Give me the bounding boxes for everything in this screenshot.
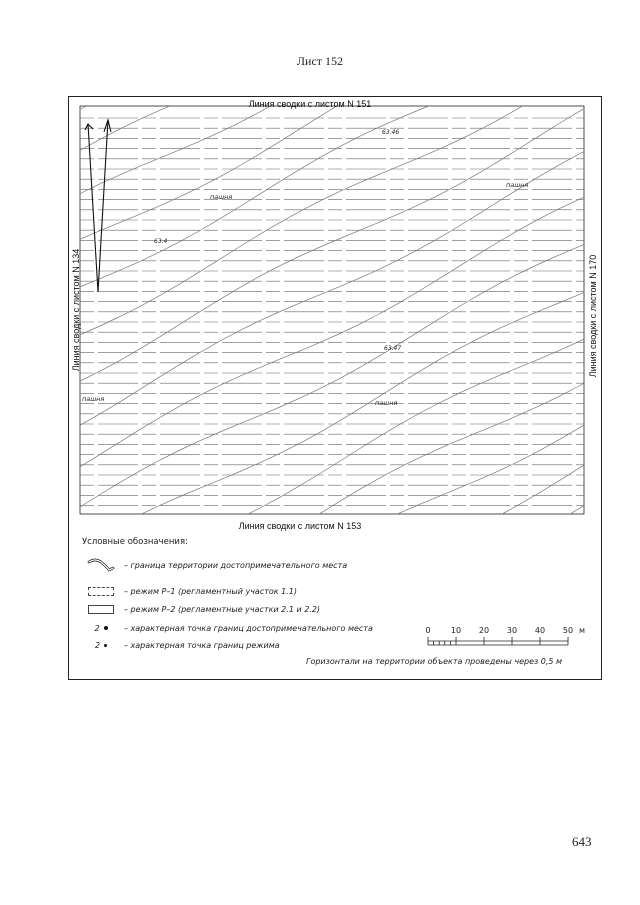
legend-title: Условные обозначения: bbox=[82, 537, 188, 547]
legend-item-point-landmark: 2 – характерная точка границ достопримечательного места bbox=[94, 623, 373, 633]
join-label-top: Линия сводки с листом N 151 bbox=[248, 99, 372, 109]
elevation-label: 63.47 bbox=[384, 345, 402, 352]
map-area-border bbox=[80, 106, 584, 514]
scale-tick-label: 10 bbox=[450, 626, 462, 635]
contour-line bbox=[60, 286, 600, 560]
scale-bar bbox=[428, 637, 568, 645]
join-label-right: Линия сводки с листом N 170 bbox=[588, 254, 598, 378]
contour-line bbox=[60, 0, 600, 82]
legend-item-boundary: – граница территории достопримечательного места bbox=[84, 557, 347, 573]
elevation-label: 63.4 bbox=[154, 238, 168, 245]
field-rows bbox=[80, 118, 584, 506]
legend-item-point-regime: 2 – характерная точка границ режима bbox=[94, 640, 280, 650]
page-number: 643 bbox=[572, 834, 592, 849]
land-label: пашня bbox=[210, 193, 233, 201]
land-label: пашня bbox=[375, 399, 398, 407]
regime-p1-icon bbox=[88, 587, 114, 596]
boundary-icon bbox=[84, 559, 118, 571]
legend-item-regime-p2: – режим Р–2 (регламентные участки 2.1 и 2.2) bbox=[84, 601, 320, 617]
north-arrow bbox=[85, 120, 111, 292]
contour-line bbox=[60, 190, 600, 479]
join-label-bottom: Линия сводки с листом N 153 bbox=[238, 521, 362, 531]
scale-tick-label: 20 bbox=[478, 626, 490, 635]
land-label: пашня bbox=[82, 395, 105, 403]
scale-tick-label: 50 bbox=[562, 626, 574, 635]
contour-line bbox=[60, 18, 600, 296]
point-small-icon bbox=[104, 644, 107, 647]
land-label: пашня bbox=[506, 181, 529, 189]
contour-note: Горизонтали на территории объекта проведены через 0,5 м bbox=[306, 657, 563, 666]
legend-item-regime-p1: – режим Р–1 (регламентный участок 1.1) bbox=[84, 583, 297, 599]
contour-line bbox=[60, 0, 600, 40]
join-label-left: Линия сводки с листом N 134 bbox=[71, 248, 81, 372]
sheet-title: Лист 152 bbox=[296, 54, 344, 68]
point-icon bbox=[104, 626, 108, 630]
contour-line bbox=[60, 238, 600, 520]
scale-tick-label: 0 bbox=[425, 626, 431, 635]
contour-line bbox=[60, 0, 600, 249]
regime-p2-icon bbox=[88, 605, 114, 614]
scale-unit: м bbox=[578, 626, 586, 635]
scale-tick-label: 30 bbox=[506, 626, 518, 635]
contour-line bbox=[60, 0, 600, 162]
contour-line bbox=[60, 100, 600, 391]
elevation-label: 63.46 bbox=[382, 129, 400, 136]
scale-tick-label: 40 bbox=[534, 626, 546, 635]
